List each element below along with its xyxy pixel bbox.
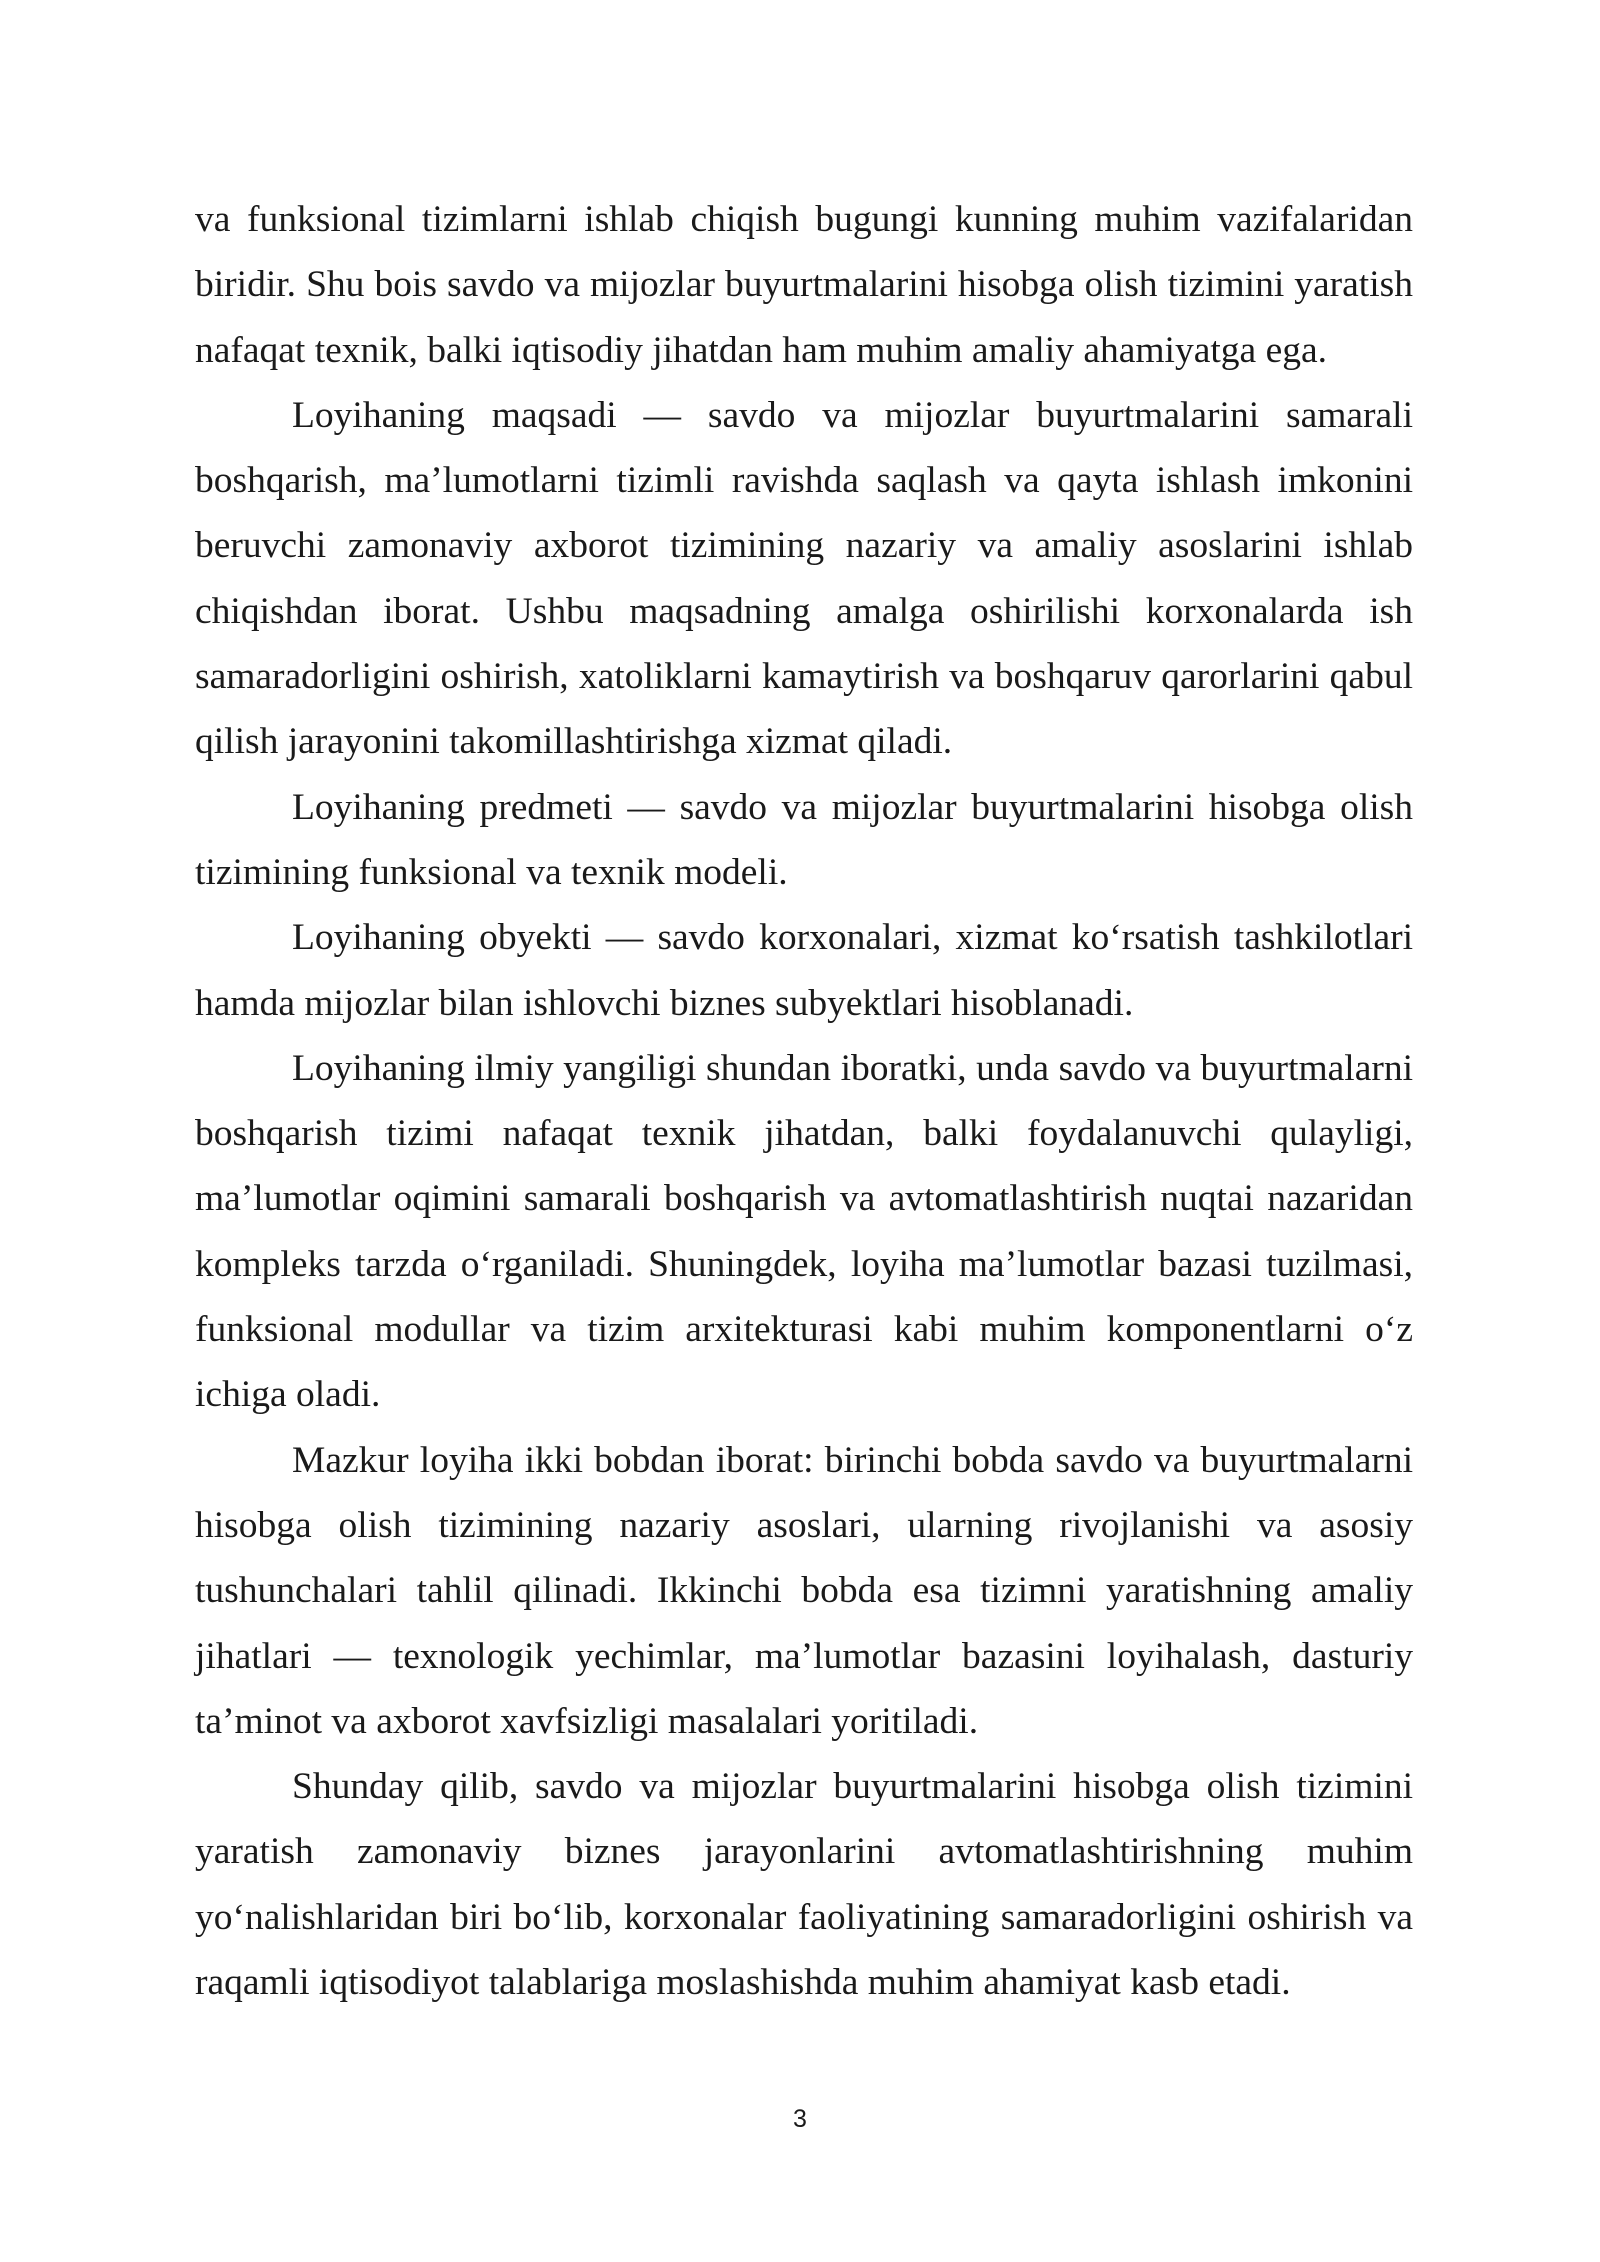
paragraph-project-object: Loyihaning obyekti — savdo korxonalari, xizmat koʻrsatish tashkilotlari hamda mijozlar bilan ishlovchi biznes subyektlari hisoblanadi. (195, 917, 1413, 1024)
paragraph-conclusion: Shunday qilib, savdo va mijozlar buyurtmalarini hisobga olish tizimini yaratish zamonaviy biznes jarayonlarini avtomatlashtirishning muhim yoʻnalishlaridan biri boʻlib, korxonalar faoliyatining samaradorligini oshirish va raqamli iqtisodiyot talablariga moslashishda muhim ahamiyat kasb etadi. (195, 1766, 1413, 2004)
paragraph-project-subject: Loyihaning predmeti — savdo va mijozlar buyurtmalarini hisobga olish tizimining funksional va texnik modeli. (195, 786, 1413, 893)
body-text (195, 187, 1413, 2015)
page-number: 3 (793, 2105, 807, 2133)
paragraph-continuation: va funksional tizimlarni ishlab chiqish bugungi kunning muhim vazifalaridan biridir. Shu bois savdo va mijozlar buyurtmalarini hisobga olish tizimini yaratish nafaqat texnik, balki iqtisodiy jihatdan ham muhim amaliy ahamiyatga ega. (195, 199, 1413, 371)
paragraph-project-goal: Loyihaning maqsadi — savdo va mijozlar buyurtmalarini samarali boshqarish, ma’lumotlarni tizimli ravishda saqlash va qayta ishlash imkonini beruvchi zamonaviy axborot tizimining nazariy va amaliy asoslarini ishlab chiqishdan iborat. Ushbu maqsadning amalga oshirilishi korxonalarda ish samaradorligini oshirish, xatoliklarni kamaytirish va boshqaruv qarorlarini qabul qilish jarayonini takomillashtirishga xizmat qiladi. (195, 394, 1413, 763)
paragraph-structure: Mazkur loyiha ikki bobdan iborat: birinchi bobda savdo va buyurtmalarni hisobga olish tizimining nazariy asoslari, ularning rivojlanishi va asosiy tushunchalari tahlil qilinadi. Ikkinchi bobda esa tizimni yaratishning amaliy jihatlari — texnologik yechimlar, ma’lumotlar bazasini loyihalash, dasturiy ta’minot va axborot xavfsizligi masalalari yoritiladi. (195, 1439, 1413, 1742)
paragraph-scientific-novelty: Loyihaning ilmiy yangiligi shundan iboratki, unda savdo va buyurtmalarni boshqarish tizimi nafaqat texnik jihatdan, balki foydalanuvchi qulayligi, ma’lumotlar oqimini samarali boshqarish va avtomatlashtirish nuqtai nazaridan kompleks tarzda oʻrganiladi. Shuningdek, loyiha ma’lumotlar bazasi tuzilmasi, funksional modullar va tizim arxitekturasi kabi muhim komponentlarni oʻz ichiga oladi. (195, 1047, 1413, 1416)
